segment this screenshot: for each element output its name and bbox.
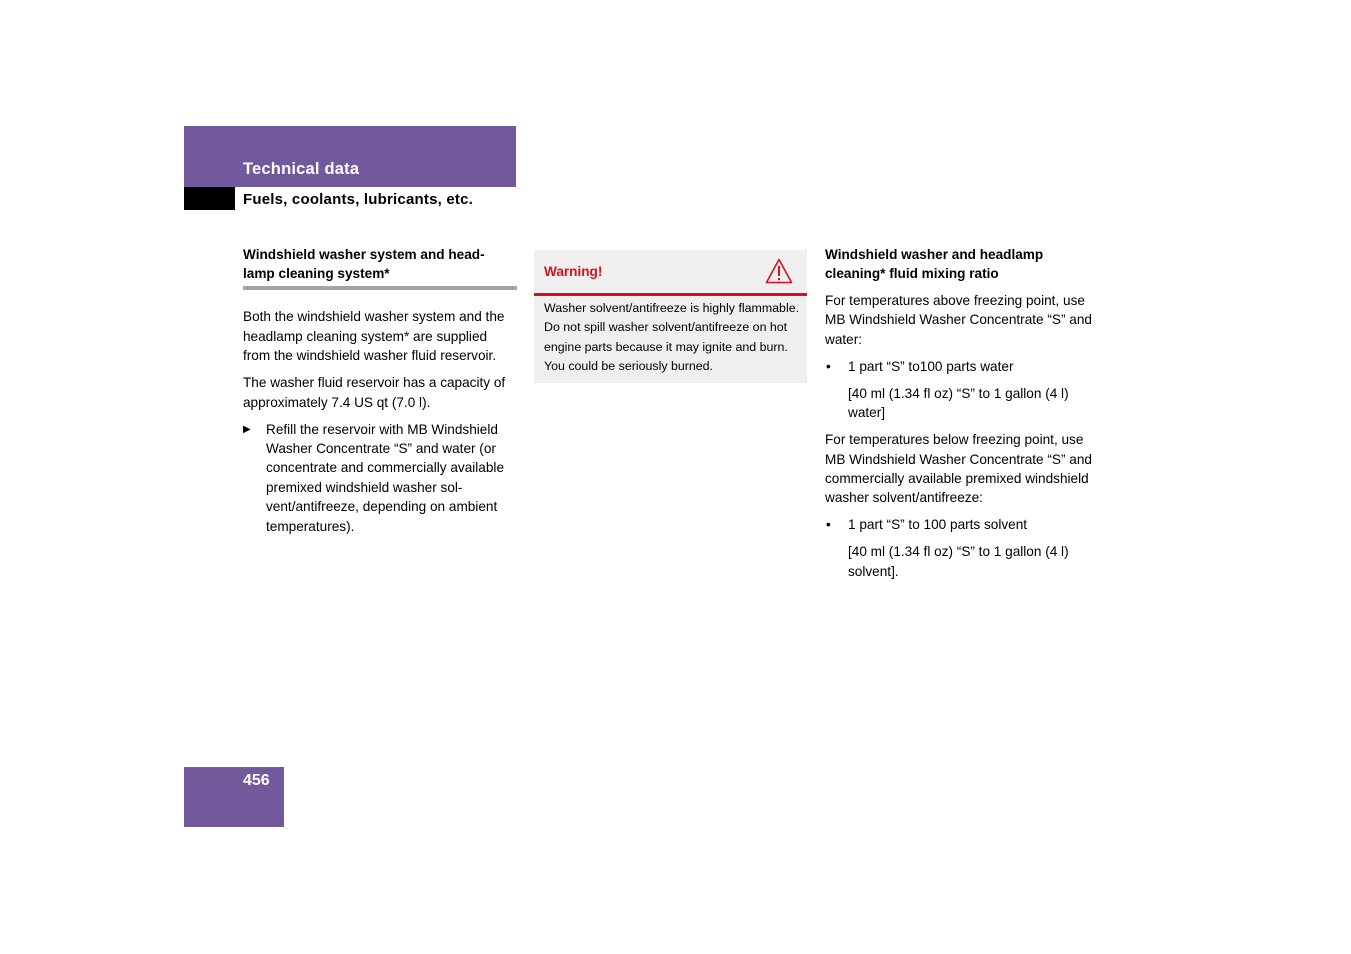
page-number-box <box>184 767 284 827</box>
column-mixing-ratio <box>825 245 1100 589</box>
subsection-title: Fuels, coolants, lubricants, etc. <box>243 191 473 208</box>
bullet-icon: • <box>826 358 831 374</box>
column-washer-system <box>243 245 517 536</box>
list-item <box>825 515 1100 534</box>
list-item-detail: [40 ml (1.34 fl oz) “S” to 1 gallon (4 l) water] <box>848 385 1069 421</box>
paragraph: The washer fluid reservoir has a capacity of approximately 7.4 US qt (7.0 l). <box>243 375 506 410</box>
list-item-text: 1 part “S” to100 parts water <box>848 358 1014 374</box>
heading-line: Windshield washer system and head- <box>243 247 485 262</box>
step-arrow-icon: ▶ <box>243 423 251 435</box>
list-item <box>825 357 1100 376</box>
page-number: 456 <box>243 772 270 789</box>
warning-box <box>534 250 807 383</box>
warning-triangle-icon <box>765 258 793 284</box>
warning-title: Warning! <box>544 264 603 279</box>
paragraph: For temperatures above freezing point, use MB Windshield Washer Concentrate “S” and water: <box>825 293 1092 347</box>
list-item-detail: [40 ml (1.34 fl oz) “S” to 1 gallon (4 l) solvent]. <box>848 544 1069 579</box>
section-tab-marker <box>184 187 235 210</box>
heading-line: cleaning* fluid mixing ratio <box>825 266 999 282</box>
paragraph: Both the windshield washer system and the headlamp cleaning system* are supplied from the windshield washer fluid reservoir. <box>243 309 505 364</box>
paragraph: For temperatures below freezing point, use MB Windshield Washer Concentrate “S” and commercially available premixed windshield washer solvent/antifreeze: <box>825 432 1092 506</box>
list-item-text: 1 part “S” to 100 parts solvent <box>848 517 1028 533</box>
heading-line: lamp cleaning system* <box>243 266 390 282</box>
step-text: Refill the reservoir with MB Windshield Washer Concentrate “S” and water (or concentrate and commercially available premixed windshield washer solvent/antifreeze, depending on ambient temperatures). <box>266 421 505 534</box>
bullet-icon: • <box>826 517 831 533</box>
washer-system-heading <box>243 245 517 283</box>
section-title: Technical data <box>243 160 360 178</box>
heading-rule <box>243 286 517 290</box>
warning-rule <box>534 293 807 296</box>
instruction-step <box>243 420 517 536</box>
heading-line: Windshield washer and headlamp <box>825 247 1044 262</box>
mixing-ratio-heading <box>825 245 1100 283</box>
warning-text: Washer solvent/antifreeze is highly flammable. Do not spill washer solvent/antifreeze on hot engine parts because it may ignite and burn. You could be seriously burned. <box>544 301 800 374</box>
